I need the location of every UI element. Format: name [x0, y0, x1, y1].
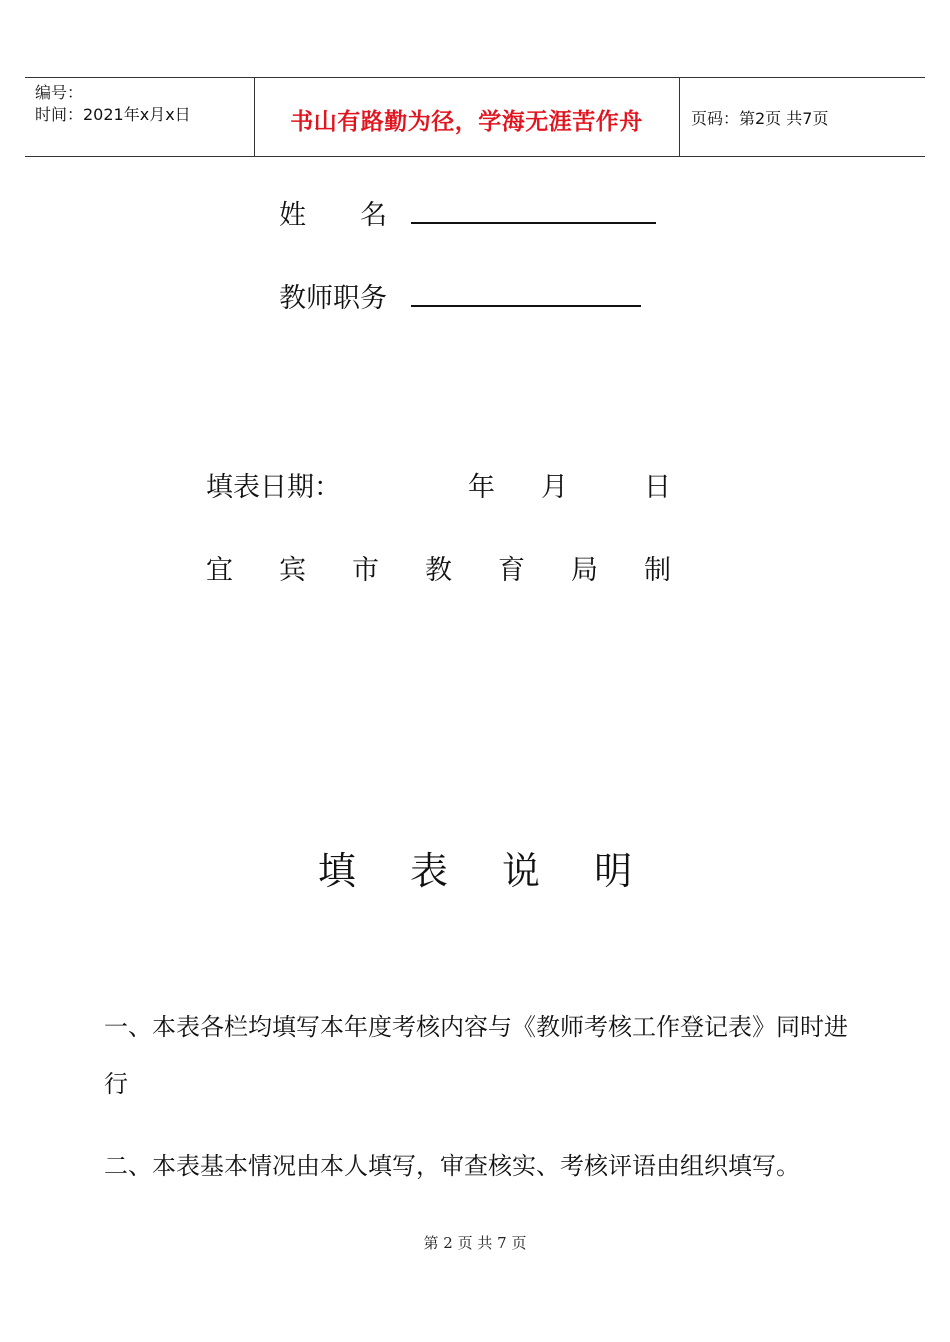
position-field — [279, 276, 387, 315]
title-char: 填 — [317, 849, 356, 893]
name-input-line[interactable] — [411, 222, 656, 224]
issuer-char: 局 — [571, 555, 598, 586]
name-label: 姓 名 — [279, 200, 387, 231]
day-label: 日 — [644, 472, 671, 503]
month-label: 月 — [541, 472, 568, 503]
instruction-item-1: 一、本表各栏均填写本年度考核内容与《教师考核工作登记表》同时进行 — [104, 1013, 848, 1098]
header-divider — [679, 78, 680, 156]
title-char: 说 — [502, 849, 541, 893]
fill-date-row — [206, 465, 676, 501]
header-page-info: 页码：第2页 共7页 — [691, 109, 829, 128]
fill-date-label: 填表日期： — [206, 472, 341, 503]
name-field — [279, 193, 387, 232]
document-time: 时间：2021年x月x日 — [35, 105, 191, 124]
issuer-char: 育 — [498, 555, 525, 586]
page-footer: 第 2 页 共 7 页 — [423, 1234, 527, 1252]
header-meta — [35, 82, 191, 126]
issuer-char: 宜 — [206, 555, 233, 586]
position-input-line[interactable] — [411, 305, 641, 307]
instruction-item-2: 二、本表基本情况由本人填写，审查核实、考核评语由组织填写。 — [104, 1152, 800, 1180]
issuer-line — [206, 548, 676, 584]
issuer-char: 宾 — [279, 555, 306, 586]
title-char: 明 — [594, 849, 633, 893]
year-label: 年 — [468, 472, 495, 503]
issuer-char: 市 — [352, 555, 379, 586]
position-label: 教师职务 — [279, 283, 387, 314]
title-char: 表 — [409, 849, 448, 893]
document-number-label: 编号： — [35, 83, 84, 102]
page-header — [25, 77, 925, 157]
issuer-char: 制 — [644, 555, 671, 586]
header-motto: 书山有路勤为径，学海无涯苦作舟 — [290, 109, 643, 135]
issuer-char: 教 — [425, 555, 452, 586]
instructions-title — [0, 840, 950, 895]
